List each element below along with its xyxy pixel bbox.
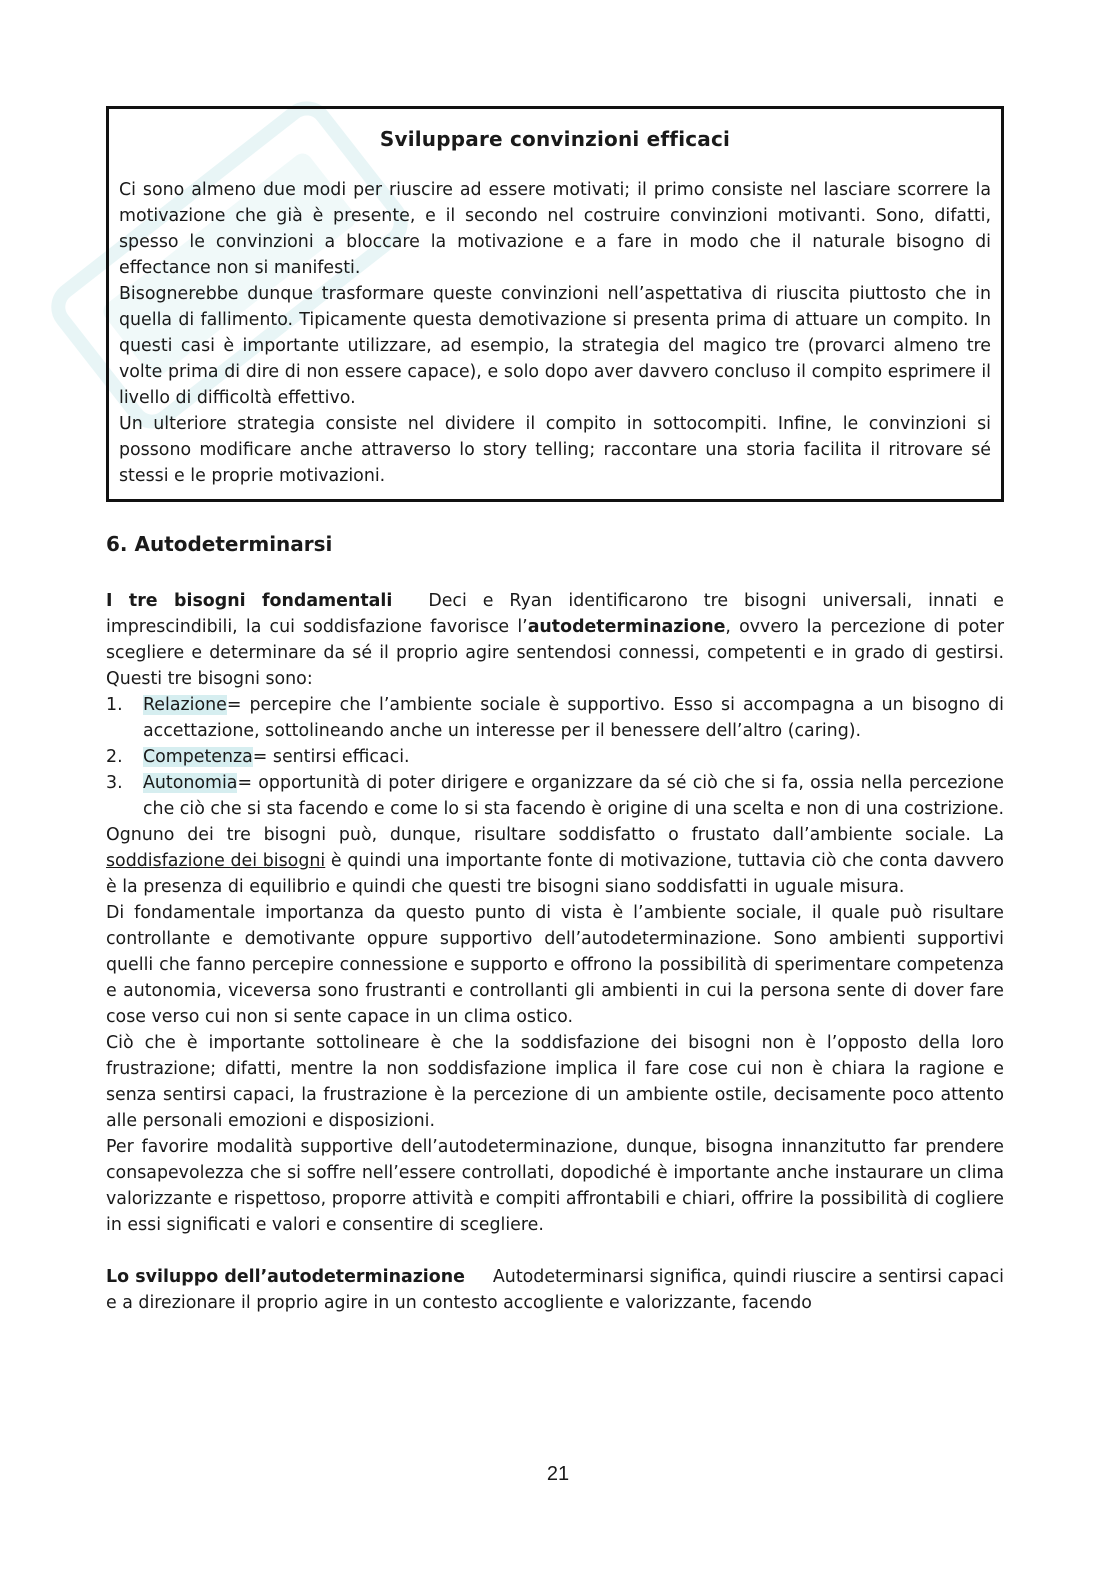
list-item	[106, 770, 1004, 822]
list-item	[106, 744, 1004, 770]
bold-term: autodeterminazione	[527, 617, 726, 637]
body-paragraph: Ciò che è importante sottolineare è che la soddisfazione dei bisogni non è l’opposto della loro frustrazione; difatti, mentre la non soddisfazione implica il fare cose cui non è chiara la ragione e senza sentirsi capaci, la frustrazione è la percezione di un ambiente ostile, decisamente poco attento alle personali emozioni e disposizioni.	[106, 1033, 1004, 1131]
body-paragraph: Per favorire modalità supportive dell’autodeterminazione, dunque, bisogna innanzitutto far prendere consapevolezza che si soffre nell’essere controllati, dopodiché è importante anche instaurare un clima valorizzante e rispettoso, proporre attività e compiti affrontabili e chiari, offrire la possibilità di cogliere in essi significati e valori e consentire di scegliere.	[106, 1137, 1004, 1235]
list-text: = percepire che l’ambiente sociale è supportivo. Esso si accompagna a un bisogno di accettazione, sottolineando anche un interesse per il benessere dell’altro (caring).	[143, 695, 1004, 741]
highlighted-term: Competenza	[143, 747, 253, 767]
underlined-text: soddisfazione dei bisogni	[106, 851, 326, 871]
list-number: 1.	[106, 695, 123, 715]
run-in-heading: I tre bisogni fondamentali	[106, 591, 393, 611]
paragraph-text: Ognuno dei tre bisogni può, dunque, risultare soddisfatto o frustato dall’ambiente sociale. La	[106, 825, 1004, 845]
box-paragraph: Ci sono almeno due modi per riuscire ad essere motivati; il primo consiste nel lasciare scorrere la motivazione che già è presente, e il secondo nel costruire convinzioni motivanti. Sono, difatti, spesso le convinzioni a bloccare la motivazione e a fare in modo che il naturale bisogno di effectance non si manifesti.	[119, 180, 991, 278]
intro-text-after: , ovvero la percezione di poter scegliere e determinare da sé il proprio agire sentendosi connessi, competenti e in grado di gestirsi. Questi tre bisogni sono:	[106, 617, 1005, 689]
spacer	[106, 1238, 1004, 1264]
intro-paragraph	[106, 588, 1004, 692]
body-paragraph: Di fondamentale importanza da questo punto di vista è l’ambiente sociale, il quale può risultare controllante e demotivante oppure supportivo dell’autodeterminazione. Sono ambienti supportivi quelli che fanno percepire connessione e supporto e offrono la possibilità di sperimentare competenza e autonomia, viceversa sono frustranti e controllanti gli ambienti in cui la persona sente di dover fare cose verso cui non si sente capace in un clima ostico.	[106, 903, 1004, 1027]
list-number: 2.	[106, 747, 123, 767]
list-item	[106, 692, 1004, 744]
list-text: = sentirsi efficaci.	[252, 747, 410, 767]
body-paragraph	[106, 822, 1004, 900]
page-number: 21	[546, 1463, 570, 1485]
section-heading: 6. Autodeterminarsi	[106, 532, 333, 556]
final-text: Autodeterminarsi significa, quindi riuscire a sentirsi capaci e a direzionare il proprio agire in un contesto accogliente e valorizzante, facendo	[106, 1267, 1005, 1313]
list-number: 3.	[106, 773, 123, 793]
highlighted-term: Relazione	[143, 695, 227, 715]
box-title: Sviluppare convinzioni efficaci	[379, 127, 731, 151]
highlight-box	[106, 106, 1004, 502]
needs-list	[106, 692, 1004, 822]
highlighted-term: Autonomia	[143, 773, 238, 793]
run-in-heading: Lo sviluppo dell’autodeterminazione	[106, 1267, 465, 1287]
paragraph-text-after: è quindi una importante fonte di motivazione, tuttavia ciò che conta davvero è la presenza di equilibrio e quindi che questi tre bisogni siano soddisfatti in uguale misura.	[106, 851, 1004, 897]
intro-text: Deci e Ryan identificarono tre bisogni universali, innati e imprescindibili, la cui soddisfazione favorisce l’	[106, 591, 1004, 637]
list-text: = opportunità di poter dirigere e organizzare da sé ciò che si fa, ossia nella percezione che ciò che si sta facendo e come lo si sta facendo è origine di una scelta e non di una costrizione.	[143, 773, 1005, 819]
box-paragraph: Un ulteriore strategia consiste nel dividere il compito in sottocompiti. Infine, le convinzioni si possono modificare anche attraverso lo story telling; raccontare una storia facilita il ritrovare sé stessi e le proprie motivazioni.	[119, 414, 991, 486]
final-paragraph	[106, 1264, 1004, 1316]
section-body	[106, 588, 1004, 1316]
box-paragraph: Bisognerebbe dunque trasformare queste convinzioni nell’aspettativa di riuscita piuttosto che in quella di fallimento. Tipicamente questa demotivazione si presenta prima di attuare un compito. In questi casi è importante utilizzare, ad esempio, la strategia del magico tre (provarci almeno tre volte prima di dire di non essere capace), e solo dopo aver davvero concluso il compito esprimere il livello di difficoltà effettivo.	[119, 284, 991, 408]
page-content	[106, 106, 1004, 1316]
